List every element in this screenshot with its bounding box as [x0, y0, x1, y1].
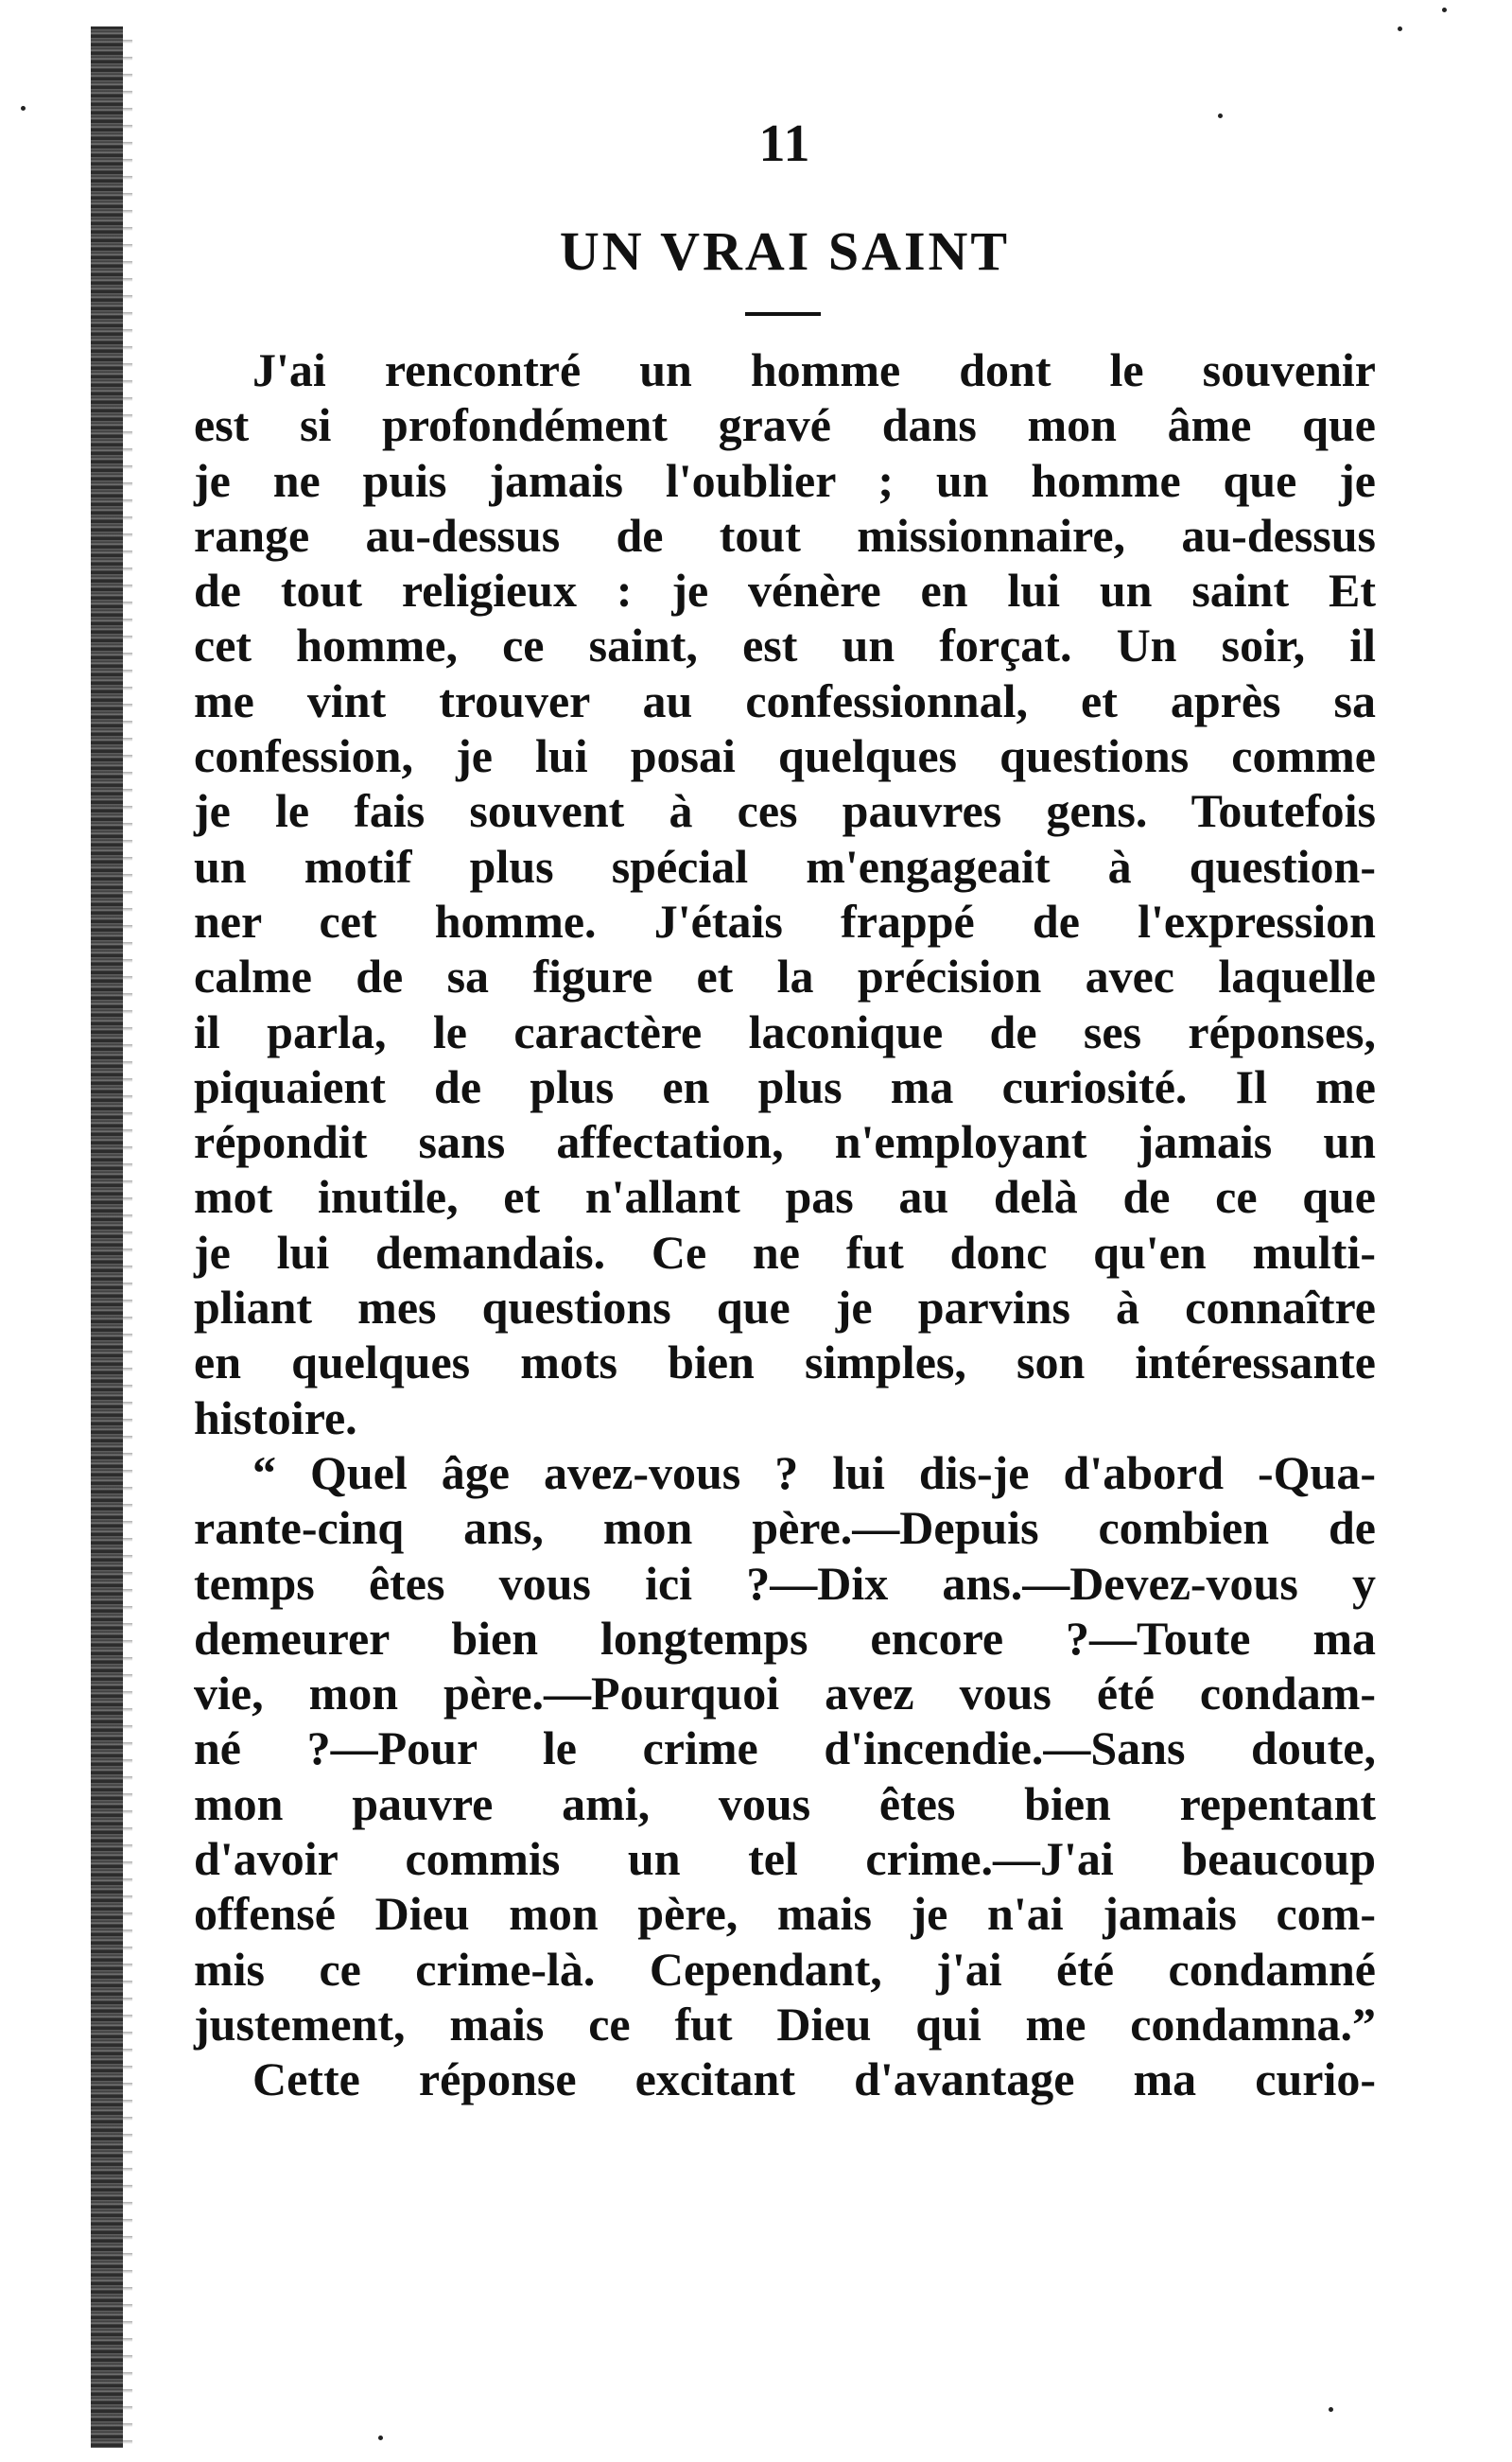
- text-line: vie, mon père.—Pourquoi avez vous été condam-: [194, 1667, 1376, 1720]
- text-line: calme de sa figure et la précision avec laquelle: [194, 950, 1376, 1004]
- text-line: justement, mais ce fut Dieu qui me condamna.”: [194, 1997, 1376, 2051]
- text-line: je lui demandais. Ce ne fut donc qu'en multi-: [194, 1225, 1376, 1279]
- body-text: [194, 342, 1376, 2107]
- text-line: histoire.: [194, 1390, 357, 1444]
- scan-speck: [1442, 8, 1447, 12]
- text-line: pliant mes questions que je parvins à connaître: [194, 1281, 1376, 1335]
- text-line: en quelques mots bien simples, son intéressante: [194, 1336, 1376, 1389]
- text-line: mis ce crime-là. Cependant, j'ai été condamné: [194, 1942, 1376, 1996]
- text-line: cet homme, ce saint, est un forçat. Un soir, il: [194, 619, 1376, 672]
- text-line: Cette réponse excitant d'avantage ma curio-: [252, 2052, 1376, 2106]
- text-line: offensé Dieu mon père, mais je n'ai jamais com-: [194, 1887, 1376, 1941]
- text-line: il parla, le caractère laconique de ses réponses,: [194, 1004, 1376, 1058]
- text-line: me vint trouver au confessionnal, et après sa: [194, 673, 1376, 727]
- text-line: je ne puis jamais l'oublier ; un homme que je: [194, 453, 1376, 507]
- text-line: range au-dessus de tout missionnaire, au-dessus: [194, 508, 1376, 562]
- text-line: “ Quel âge avez-vous ? lui dis-je d'abord -Qua-: [252, 1445, 1376, 1499]
- scan-speck: [1398, 26, 1402, 31]
- text-line: mon pauvre ami, vous êtes bien repentant: [194, 1776, 1376, 1830]
- text-line: répondit sans affectation, n'employant jamais un: [194, 1115, 1376, 1169]
- chapter-title: UN VRAI SAINT: [559, 220, 1011, 282]
- text-line: un motif plus spécial m'engageait à question-: [194, 839, 1376, 893]
- text-line: né ?—Pour le crime d'incendie.—Sans doute,: [194, 1721, 1376, 1775]
- text-line: rante-cinq ans, mon père.—Depuis combien de: [194, 1501, 1376, 1555]
- scan-speck: [1218, 113, 1223, 118]
- binding-edge: [91, 26, 123, 2448]
- text-line: confession, je lui posai quelques questions comme: [194, 729, 1376, 783]
- scan-speck: [378, 2436, 383, 2440]
- text-line: mot inutile, et n'allant pas au delà de ce que: [194, 1170, 1376, 1224]
- scan-speck: [21, 106, 26, 111]
- text-line: demeurer bien longtemps encore ?—Toute ma: [194, 1611, 1376, 1665]
- text-line: temps êtes vous ici ?—Dix ans.—Devez-vous y: [194, 1556, 1376, 1610]
- text-line: d'avoir commis un tel crime.—J'ai beaucoup: [194, 1832, 1376, 1886]
- text-line: piquaient de plus en plus ma curiosité. Il me: [194, 1059, 1376, 1113]
- page-number: 11: [758, 114, 811, 173]
- text-line: ner cet homme. J'étais frappé de l'expression: [194, 894, 1376, 948]
- scan-speck: [1329, 2407, 1333, 2412]
- text-line: J'ai rencontré un homme dont le souvenir: [252, 343, 1376, 396]
- text-line: est si profondément gravé dans mon âme que: [194, 398, 1376, 452]
- text-line: je le fais souvent à ces pauvres gens. Toutefois: [194, 784, 1376, 838]
- text-line: de tout religieux : je vénère en lui un saint Et: [194, 564, 1376, 618]
- title-rule: [745, 312, 821, 316]
